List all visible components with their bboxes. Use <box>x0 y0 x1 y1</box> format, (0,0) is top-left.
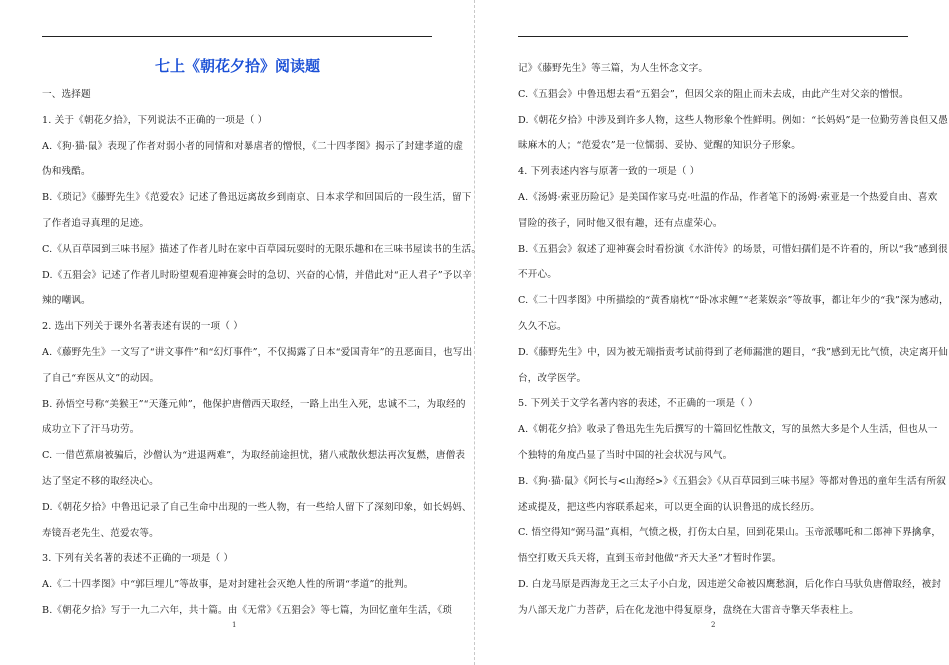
text-line: C.《二十四孝图》中所描绘的“黄香扇枕”“卧冰求鲤”“老莱娱亲”等故事，都让年少的“我”深为感动， <box>518 295 949 307</box>
page-number: 1 <box>232 621 237 629</box>
text-line: B.《狗·猫·鼠》《阿长与<山海经>》《五猖会》《从百草园到三味书屋》等都对鲁迅的童年生活有所叙 <box>518 475 947 487</box>
text-line: 一、选择题 <box>42 89 91 100</box>
text-line: 寿镜吾老先生、范爱农等。 <box>42 527 159 539</box>
text-line: 个独特的角度凸显了当时中国的社会状况与风气。 <box>518 449 733 461</box>
text-body <box>42 82 482 624</box>
text-line: 3. 下列有关名著的表述不正确的一项是（ ） <box>42 553 234 565</box>
text-line: 冒险的孩子，同时他又很有趣，还有点虚荣心。 <box>518 217 723 229</box>
text-line: D.《五猖会》记述了作者儿时盼望观看迎神赛会时的急切、兴奋的心情，并借此对“正人君子”予以辛 <box>42 269 473 281</box>
text-line: D.《朝花夕拾》中涉及到许多人物，这些人物形象个性鲜明。例如：“长妈妈”是一位勤劳善良但又愚 <box>518 114 949 126</box>
text-line: 1. 关于《朝花夕拾》，下列说法不正确的一项是（ ） <box>42 114 268 126</box>
text-line: 久久不忘。 <box>518 320 567 332</box>
text-line: 成功立下了汗马功劳。 <box>42 424 140 436</box>
text-line: C.《从百草园到三味书屋》描述了作者儿时在家中百草园玩耍时的无限乐趣和在三味书屋读书的生活。 <box>42 243 482 255</box>
text-line: D.《藤野先生》中，因为被无端指责考试前得到了老师漏泄的题目，“我”感到无比气愤，决定离开仙 <box>518 346 949 358</box>
page-number: 2 <box>711 621 716 629</box>
text-line: 了自己“弃医从文”的动因。 <box>42 372 160 384</box>
text-line: 5. 下列关于文学名著内容的表述，不正确的一项是（ ） <box>518 398 758 410</box>
text-line: 不开心。 <box>518 269 557 281</box>
text-body <box>518 56 949 624</box>
text-line: 辣的嘲讽。 <box>42 295 91 307</box>
text-line: A.《藤野先生》一文写了“讲文事件”和“幻灯事件”，不仅揭露了日本“爱国青年”的丑恶面目，也写出 <box>42 346 473 358</box>
text-line: 记》《藤野先生》等三篇，为人生怀念文字。 <box>518 63 709 74</box>
text-line: 昧麻木的人；“范爱农”是一位懦弱、妥协、觉醒的知识分子形象。 <box>518 140 801 152</box>
text-line: B.《五猖会》叙述了迎神赛会时看扮演《水浒传》的场景，可惜妇孺们是不许看的，所以“我”感到很 <box>518 243 948 255</box>
document-page-2 <box>478 0 947 665</box>
text-line: 述或提及，把这些内容联系起来，可以更全面的认识鲁迅的成长经历。 <box>518 501 821 513</box>
text-line: 4. 下列表述内容与原著一致的一项是（ ） <box>518 166 700 178</box>
text-line: C.《五猖会》中鲁迅想去看“五猖会”，但因父亲的阻止而未去成，由此产生对父亲的憎恨。 <box>518 88 909 100</box>
text-line: D. 白龙马原是西海龙王之三太子小白龙，因违逆父命被囚鹰愁涧，后化作白马驮负唐僧取经，被封 <box>518 578 942 590</box>
text-line: B. 孙悟空号称“美猴王”“天蓬元帅”，他保护唐僧西天取经，一路上出生入死，忠诚不二，为取经的 <box>42 398 466 410</box>
text-line: 2. 选出下列关于课外名著表述有误的一项（ ） <box>42 321 243 333</box>
text-line: A.《二十四孝图》中“郭巨埋儿”等故事，是对封建社会灭绝人性的所谓“孝道”的批判。 <box>42 579 414 591</box>
header-rule <box>518 36 908 37</box>
text-line: C. 一借芭蕉扇被骗后，沙僧认为“进退两难”，为取经前途担忧，猪八戒散伙想法再次复燃，唐僧表 <box>42 450 466 462</box>
text-line: 了作者追寻真理的足迹。 <box>42 217 150 229</box>
text-line: 悟空打败天兵天将，直到玉帝封他做“齐天大圣”才暂时作罢。 <box>518 553 782 565</box>
text-line: 台，改学医学。 <box>518 372 587 384</box>
text-line: B.《琐记》《藤野先生》《范爱农》记述了鲁迅远离故乡到南京、日本求学和回国后的一段生活，留下 <box>42 192 472 204</box>
page-title: 七上《朝花夕拾》阅读题 <box>154 57 320 75</box>
header-rule <box>42 36 432 37</box>
text-line: A.《汤姆·索亚历险记》是美国作家马克·吐温的作品，作者笔下的汤姆·索亚是一个热爱自由、喜欢 <box>518 191 938 203</box>
page-gutter <box>474 0 475 665</box>
text-line: 达了坚定不移的取经决心。 <box>42 475 159 487</box>
text-line: 伪和残酷。 <box>42 166 91 178</box>
text-line: C. 悟空得知“弼马温”真相，气愤之极，打伤太白星，回到花果山。玉帝派哪吒和二郎神下界擒拿， <box>518 527 942 539</box>
text-line: A.《朝花夕拾》收录了鲁迅先生先后撰写的十篇回忆性散文，写的虽然大多是个人生活，但也从一 <box>518 424 938 436</box>
text-line: 为八部天龙广力菩萨，后在化龙池中得复原身，盘绕在大雷音寺擎天华表柱上。 <box>518 604 860 616</box>
text-line: B.《朝花夕拾》写于一九二六年，共十篇。由《无常》《五猖会》等七篇，为回忆童年生活，《琐 <box>42 604 453 616</box>
text-line: A.《狗·猫·鼠》表现了作者对弱小者的同情和对暴虐者的憎恨，《二十四孝图》揭示了封建孝道的虚 <box>42 140 464 152</box>
text-line: D.《朝花夕拾》中鲁迅记录了自己生命中出现的一些人物，有一些给人留下了深刻印象，如长妈妈、 <box>42 501 472 513</box>
